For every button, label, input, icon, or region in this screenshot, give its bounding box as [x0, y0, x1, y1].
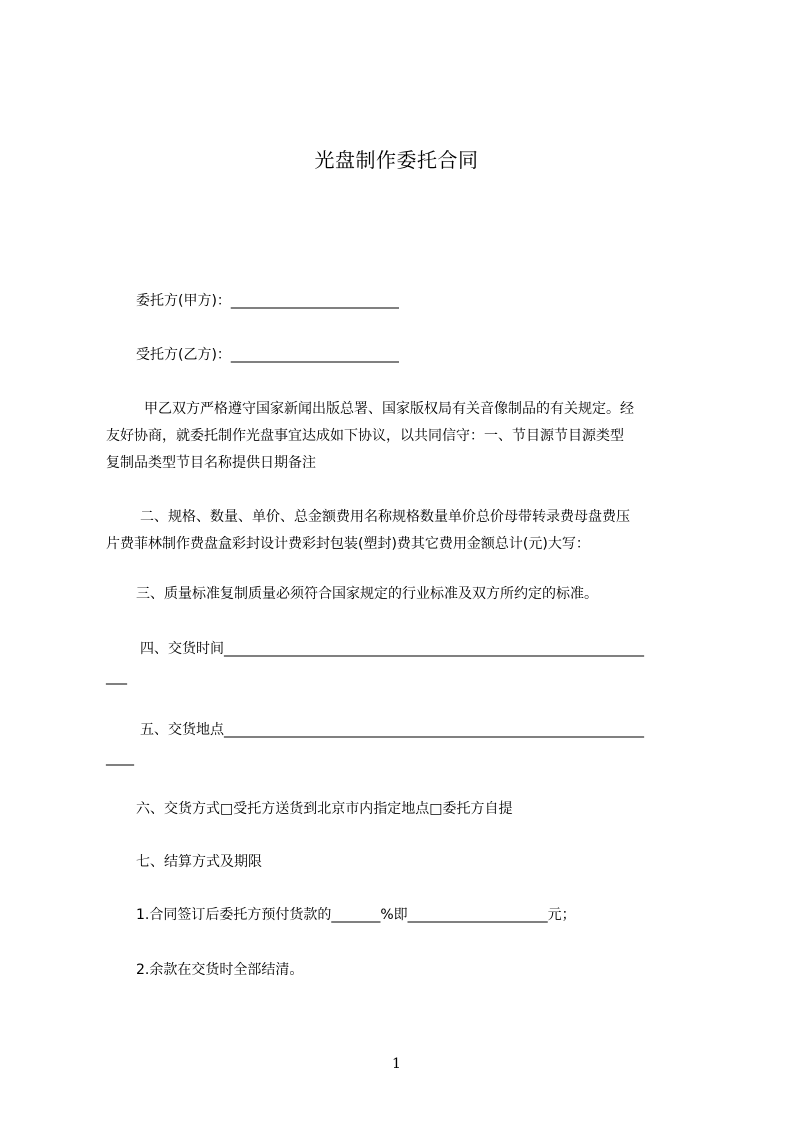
clause-2-line-1: 二、规格、数量、单价、总金额费用名称规格数量单价总价母带转录费母盘费压 [140, 509, 630, 525]
clause-5-line-1: 五、交货地点____________________________________________________________ [140, 722, 644, 738]
clause-4-line-2: ___ [106, 669, 127, 685]
clause-2-line-2: 片费菲林制作费盘盒彩封设计费彩封包装(塑封)费其它费用金额总计(元)大写： [106, 536, 590, 552]
page-number: 1 [392, 1056, 401, 1072]
intro-paragraph-line-1: 甲乙双方严格遵守国家新闻出版总署、国家版权局有关音像制品的有关规定。经 [144, 401, 634, 417]
contract-title: 光盘制作委托合同 [314, 148, 479, 172]
intro-paragraph-line-2: 友好协商，就委托制作光盘事宜达成如下协议，以共同信守：一、节目源节目源类型 [106, 428, 624, 444]
payment-term-2: 2.余款在交货时全部结清。 [136, 962, 304, 978]
clause-5-line-2: ____ [106, 750, 134, 766]
clause-4-line-1: 四、交货时间____________________________________________________________ [140, 641, 644, 657]
intro-paragraph-line-3: 复制品类型节目名称提供日期备注 [106, 455, 316, 471]
party-a-line: 委托方(甲方)：________________________ [136, 293, 399, 309]
party-b-line: 受托方(乙方)：________________________ [136, 347, 399, 363]
clause-3: 三、质量标准复制质量必须符合国家规定的行业标准及双方所约定的标准。 [136, 586, 598, 602]
clause-7: 七、结算方式及期限 [136, 854, 262, 870]
clause-6: 六、交货方式□受托方送货到北京市内指定地点□委托方自提 [136, 801, 513, 817]
payment-term-1: 1.合同签订后委托方预付货款的_______%即____________________元； [136, 907, 576, 923]
